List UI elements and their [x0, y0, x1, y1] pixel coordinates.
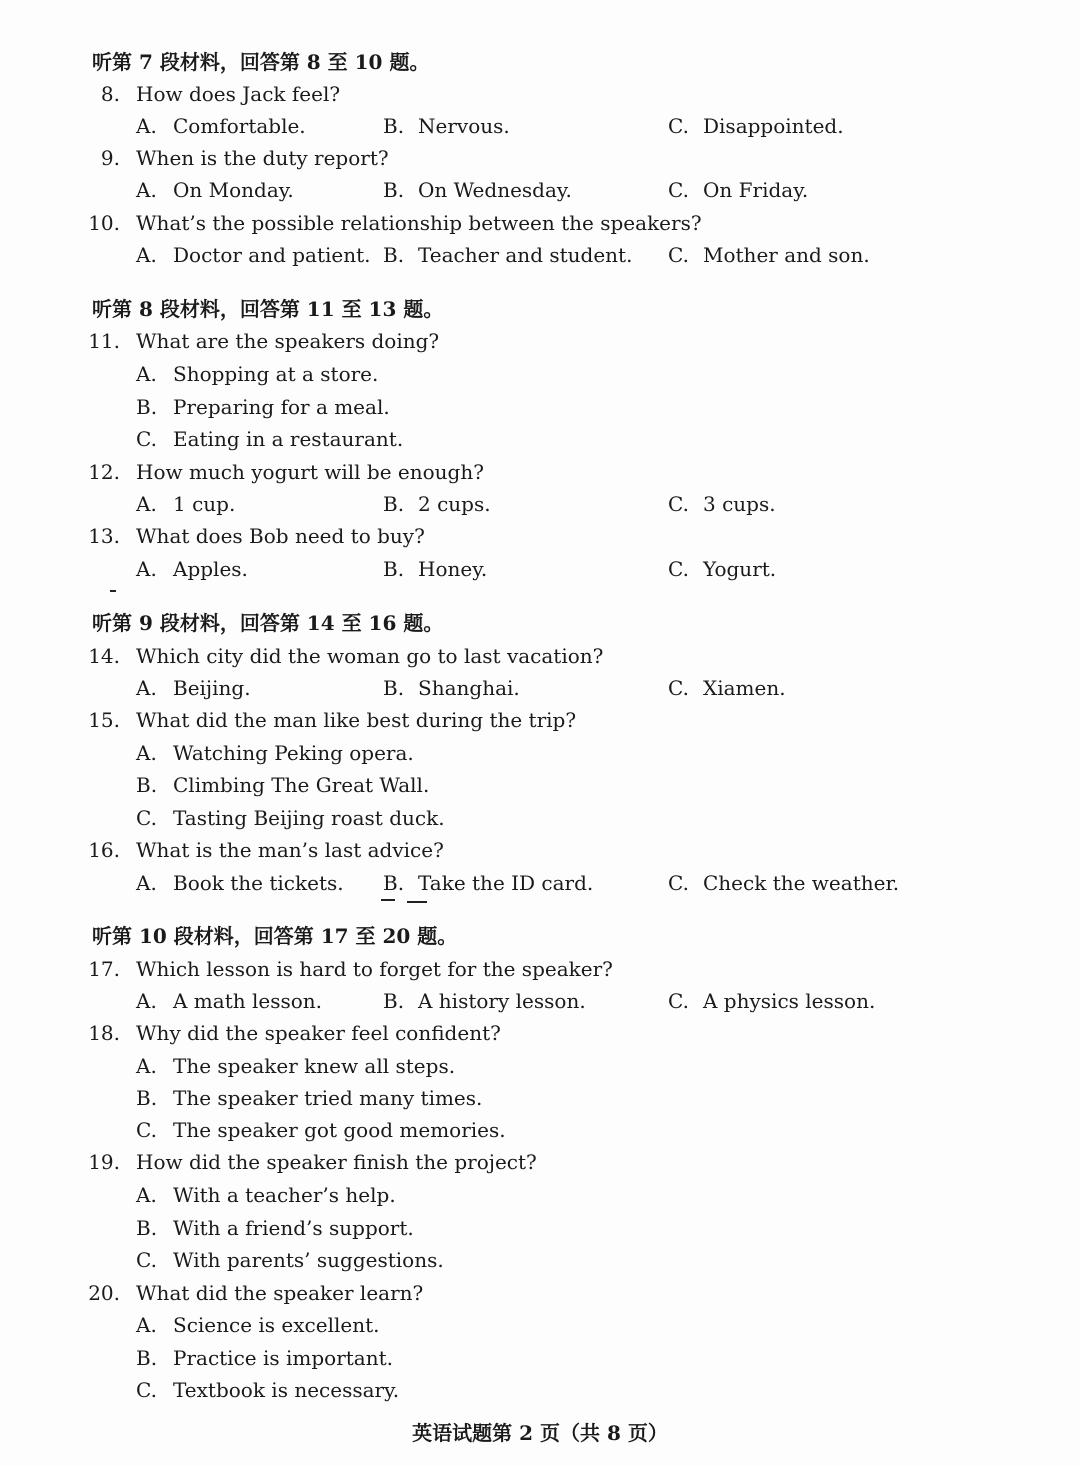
row-opts — [0, 110, 1080, 142]
row-q — [0, 207, 1080, 239]
option-letter: C. — [668, 871, 689, 895]
question-text: What did the man like best during the trip? — [136, 708, 577, 732]
row-q — [0, 704, 1080, 736]
row-single — [0, 1342, 1080, 1374]
question-number: 10. — [88, 211, 120, 235]
option-letter: A. — [136, 243, 157, 267]
row-opts — [0, 239, 1080, 271]
row-q — [0, 520, 1080, 552]
option-letter: A. — [136, 362, 157, 386]
section-heading: 听第 8 段材料，回答第 11 至 13 题。 — [92, 297, 444, 321]
question-number: 20. — [88, 1281, 120, 1305]
question-text: Which city did the woman go to last vacation? — [136, 644, 604, 668]
option-text: 3 cups. — [703, 492, 776, 516]
option-text: Book the tickets. — [173, 871, 344, 895]
option-text: Disappointed. — [703, 114, 844, 138]
question-number: 8. — [100, 82, 120, 106]
pen-mark — [381, 899, 395, 901]
question-number: 18. — [88, 1021, 120, 1045]
option-letter: C. — [668, 989, 689, 1013]
option-text: Comfortable. — [173, 114, 306, 138]
row-q — [0, 142, 1080, 174]
option-letter: A. — [136, 557, 157, 581]
option-text: The speaker knew all steps. — [173, 1054, 456, 1078]
page-footer: 英语试题第 2 页（共 8 页） — [412, 1421, 668, 1445]
option-letter: A. — [136, 989, 157, 1013]
question-number: 13. — [88, 524, 120, 548]
option-letter: B. — [136, 395, 158, 419]
option-letter: A. — [136, 178, 157, 202]
question-text: What did the speaker learn? — [136, 1281, 424, 1305]
row-opts — [0, 174, 1080, 206]
question-text: How does Jack feel? — [136, 82, 341, 106]
option-letter: C. — [668, 178, 689, 202]
option-text: Honey. — [418, 557, 488, 581]
option-letter: C. — [668, 557, 689, 581]
question-text: Which lesson is hard to forget for the speaker? — [136, 957, 613, 981]
option-text: 2 cups. — [418, 492, 491, 516]
row-q — [0, 1277, 1080, 1309]
question-text: Why did the speaker feel confident? — [136, 1021, 501, 1045]
option-letter: C. — [136, 1118, 157, 1142]
option-text: 1 cup. — [173, 492, 236, 516]
question-text: How did the speaker finish the project? — [136, 1150, 537, 1174]
option-text: Mother and son. — [703, 243, 870, 267]
question-text: What are the speakers doing? — [136, 329, 440, 353]
row-opts — [0, 672, 1080, 704]
option-text: Teacher and student. — [418, 243, 633, 267]
option-letter: B. — [136, 1086, 158, 1110]
question-number: 16. — [88, 838, 120, 862]
row-heading — [0, 46, 1080, 78]
row-q — [0, 78, 1080, 110]
row-opts — [0, 488, 1080, 520]
option-letter: C. — [136, 1378, 157, 1402]
option-text: On Wednesday. — [418, 178, 572, 202]
option-text: On Friday. — [703, 178, 809, 202]
option-letter: A. — [136, 676, 157, 700]
option-letter: A. — [136, 114, 157, 138]
row-single — [0, 1082, 1080, 1114]
section-heading: 听第 9 段材料，回答第 14 至 16 题。 — [92, 611, 444, 635]
row-heading — [0, 920, 1080, 952]
row-heading — [0, 293, 1080, 325]
option-letter: A. — [136, 1054, 157, 1078]
row-single — [0, 391, 1080, 423]
option-text: Textbook is necessary. — [173, 1378, 400, 1402]
option-text: Yogurt. — [703, 557, 777, 581]
question-number: 14. — [88, 644, 120, 668]
option-text: A math lesson. — [173, 989, 323, 1013]
option-text: Doctor and patient. — [173, 243, 371, 267]
option-text: Shopping at a store. — [173, 362, 379, 386]
row-single — [0, 1179, 1080, 1211]
row-q — [0, 456, 1080, 488]
row-q — [0, 953, 1080, 985]
row-q — [0, 1146, 1080, 1178]
option-letter: B. — [136, 1346, 158, 1370]
row-single — [0, 1374, 1080, 1406]
option-text: A physics lesson. — [703, 989, 876, 1013]
question-number: 9. — [100, 146, 120, 170]
row-single — [0, 358, 1080, 390]
option-letter: B. — [136, 773, 158, 797]
question-number: 17. — [88, 957, 120, 981]
option-letter: A. — [136, 1183, 157, 1207]
option-letter: B. — [383, 676, 405, 700]
option-letter: B. — [136, 1216, 158, 1240]
option-letter: C. — [668, 492, 689, 516]
section-heading: 听第 10 段材料，回答第 17 至 20 题。 — [92, 924, 458, 948]
row-opts — [0, 553, 1080, 585]
option-text: Watching Peking opera. — [173, 741, 414, 765]
option-text: Climbing The Great Wall. — [173, 773, 430, 797]
option-text: Apples. — [173, 557, 248, 581]
option-text: A history lesson. — [418, 989, 586, 1013]
option-text: With a teacher’s help. — [173, 1183, 396, 1207]
option-letter: B. — [383, 114, 405, 138]
row-single — [0, 1212, 1080, 1244]
section-heading: 听第 7 段材料，回答第 8 至 10 题。 — [92, 50, 430, 74]
option-text: Xiamen. — [703, 676, 786, 700]
row-opts — [0, 985, 1080, 1017]
option-text: Check the weather. — [703, 871, 900, 895]
option-text: Take the ID card. — [418, 871, 594, 895]
option-text: Tasting Beijing roast duck. — [173, 806, 445, 830]
option-text: The speaker got good memories. — [173, 1118, 506, 1142]
row-single — [0, 737, 1080, 769]
option-letter: C. — [136, 427, 157, 451]
option-text: Preparing for a meal. — [173, 395, 390, 419]
row-single — [0, 802, 1080, 834]
option-letter: B. — [383, 178, 405, 202]
question-text: How much yogurt will be enough? — [136, 460, 484, 484]
row-single — [0, 769, 1080, 801]
option-text: The speaker tried many times. — [173, 1086, 483, 1110]
option-letter: A. — [136, 1313, 157, 1337]
question-text: What’s the possible relationship between the speakers? — [136, 211, 702, 235]
option-letter: C. — [668, 676, 689, 700]
option-letter: B. — [383, 557, 405, 581]
row-single — [0, 1309, 1080, 1341]
option-letter: A. — [136, 492, 157, 516]
option-letter: A. — [136, 871, 157, 895]
option-letter: B. — [383, 243, 405, 267]
option-text: Beijing. — [173, 676, 251, 700]
option-letter: C. — [668, 114, 689, 138]
option-text: On Monday. — [173, 178, 294, 202]
question-text: What does Bob need to buy? — [136, 524, 425, 548]
question-number: 19. — [88, 1150, 120, 1174]
option-text: Eating in a restaurant. — [173, 427, 404, 451]
option-letter: B. — [383, 871, 405, 895]
question-number: 12. — [88, 460, 120, 484]
option-letter: A. — [136, 741, 157, 765]
option-text: Nervous. — [418, 114, 510, 138]
row-q — [0, 325, 1080, 357]
question-number: 11. — [88, 329, 120, 353]
option-letter: B. — [383, 492, 405, 516]
option-letter: C. — [136, 806, 157, 830]
question-number: 15. — [88, 708, 120, 732]
row-single — [0, 423, 1080, 455]
row-q — [0, 640, 1080, 672]
row-single — [0, 1114, 1080, 1146]
pen-mark — [407, 901, 427, 903]
row-heading — [0, 607, 1080, 639]
option-text: With parents’ suggestions. — [173, 1248, 444, 1272]
row-opts — [0, 867, 1080, 899]
option-letter: C. — [668, 243, 689, 267]
question-text: When is the duty report? — [136, 146, 389, 170]
option-text: With a friend’s support. — [173, 1216, 414, 1240]
option-text: Practice is important. — [173, 1346, 393, 1370]
row-single — [0, 1050, 1080, 1082]
option-text: Science is excellent. — [173, 1313, 380, 1337]
row-q — [0, 1017, 1080, 1049]
question-text: What is the man’s last advice? — [136, 838, 444, 862]
row-q — [0, 834, 1080, 866]
option-text: Shanghai. — [418, 676, 520, 700]
option-letter: C. — [136, 1248, 157, 1272]
stray-mark — [110, 590, 116, 592]
option-letter: B. — [383, 989, 405, 1013]
row-single — [0, 1244, 1080, 1276]
